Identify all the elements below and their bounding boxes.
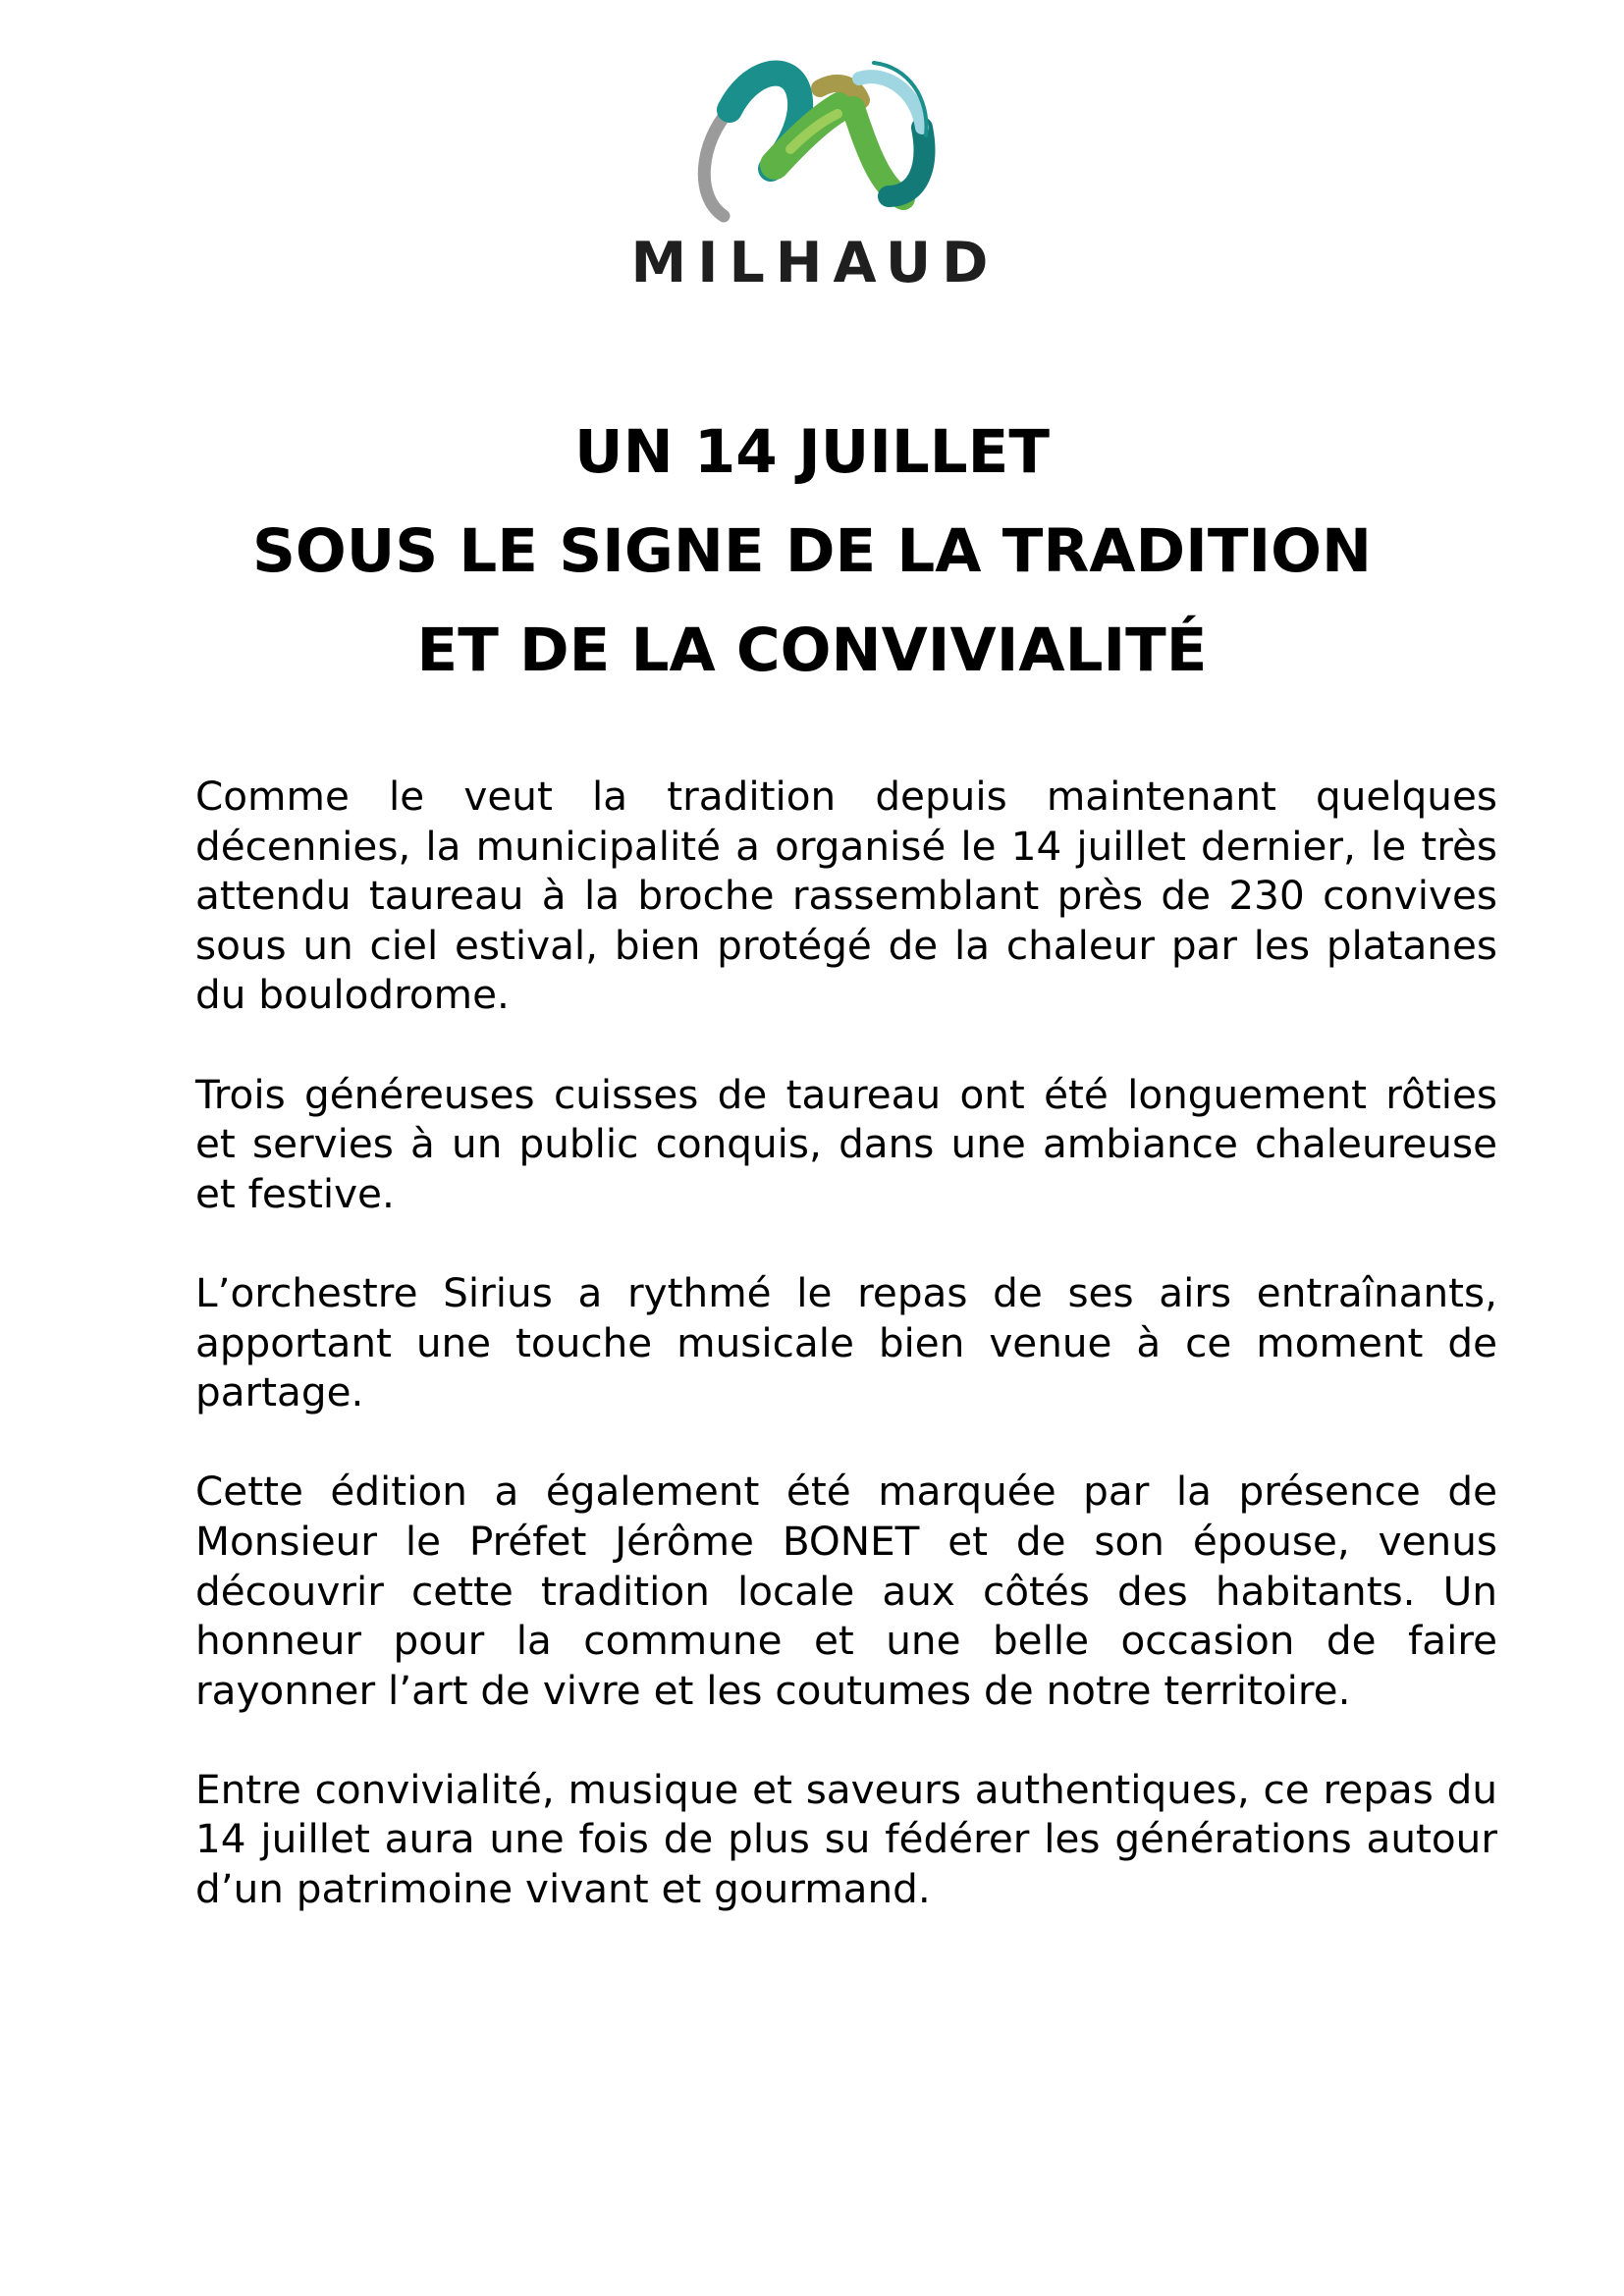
article-body (195, 772, 1497, 1963)
page-title (0, 402, 1624, 700)
paragraph-5: Entre convivialité, musique et saveurs authentiques, ce repas du 14 juillet aura une fois de plus su fédérer les générations autour d’un patrimoine vivant et gourmand. (195, 1765, 1497, 1913)
title-line-3: ET DE LA CONVIVIALITÉ (416, 615, 1208, 685)
paragraph-1: Comme le veut la tradition depuis maintenant quelques décennies, la municipalité a organisé le 14 juillet dernier, le très attendu taureau à la broche rassemblant près de 230 convives sous un ciel estival, bien protégé de la chaleur par les platanes du boulodrome. (195, 773, 1497, 1019)
paragraph-2: Trois généreuses cuisses de taureau ont été longuement rôties et servies à un public conquis, dans une ambiance chaleureuse et festive. (195, 1070, 1497, 1217)
title-line-1: UN 14 JUILLET (574, 417, 1050, 487)
milhaud-logo (628, 49, 1001, 294)
logo-wordmark: MILHAUD (630, 231, 1000, 295)
milhaud-logo-mark (673, 49, 957, 226)
title-line-2: SOUS LE SIGNE DE LA TRADITION (251, 516, 1373, 586)
paragraph-3: L’orchestre Sirius a rythmé le repas de ses airs entraînants, apportant une touche musicale bien venue à ce moment de partage. (195, 1268, 1497, 1416)
paragraph-4: Cette édition a également été marquée par la présence de Monsieur le Préfet Jérôme BONET et de son épouse, venus découvrir cette tradition locale aux côtés des habitants. Un honneur pour la commune et une belle occasion de faire rayonner l’art de vivre et les coutumes de notre territoire. (195, 1468, 1497, 1714)
